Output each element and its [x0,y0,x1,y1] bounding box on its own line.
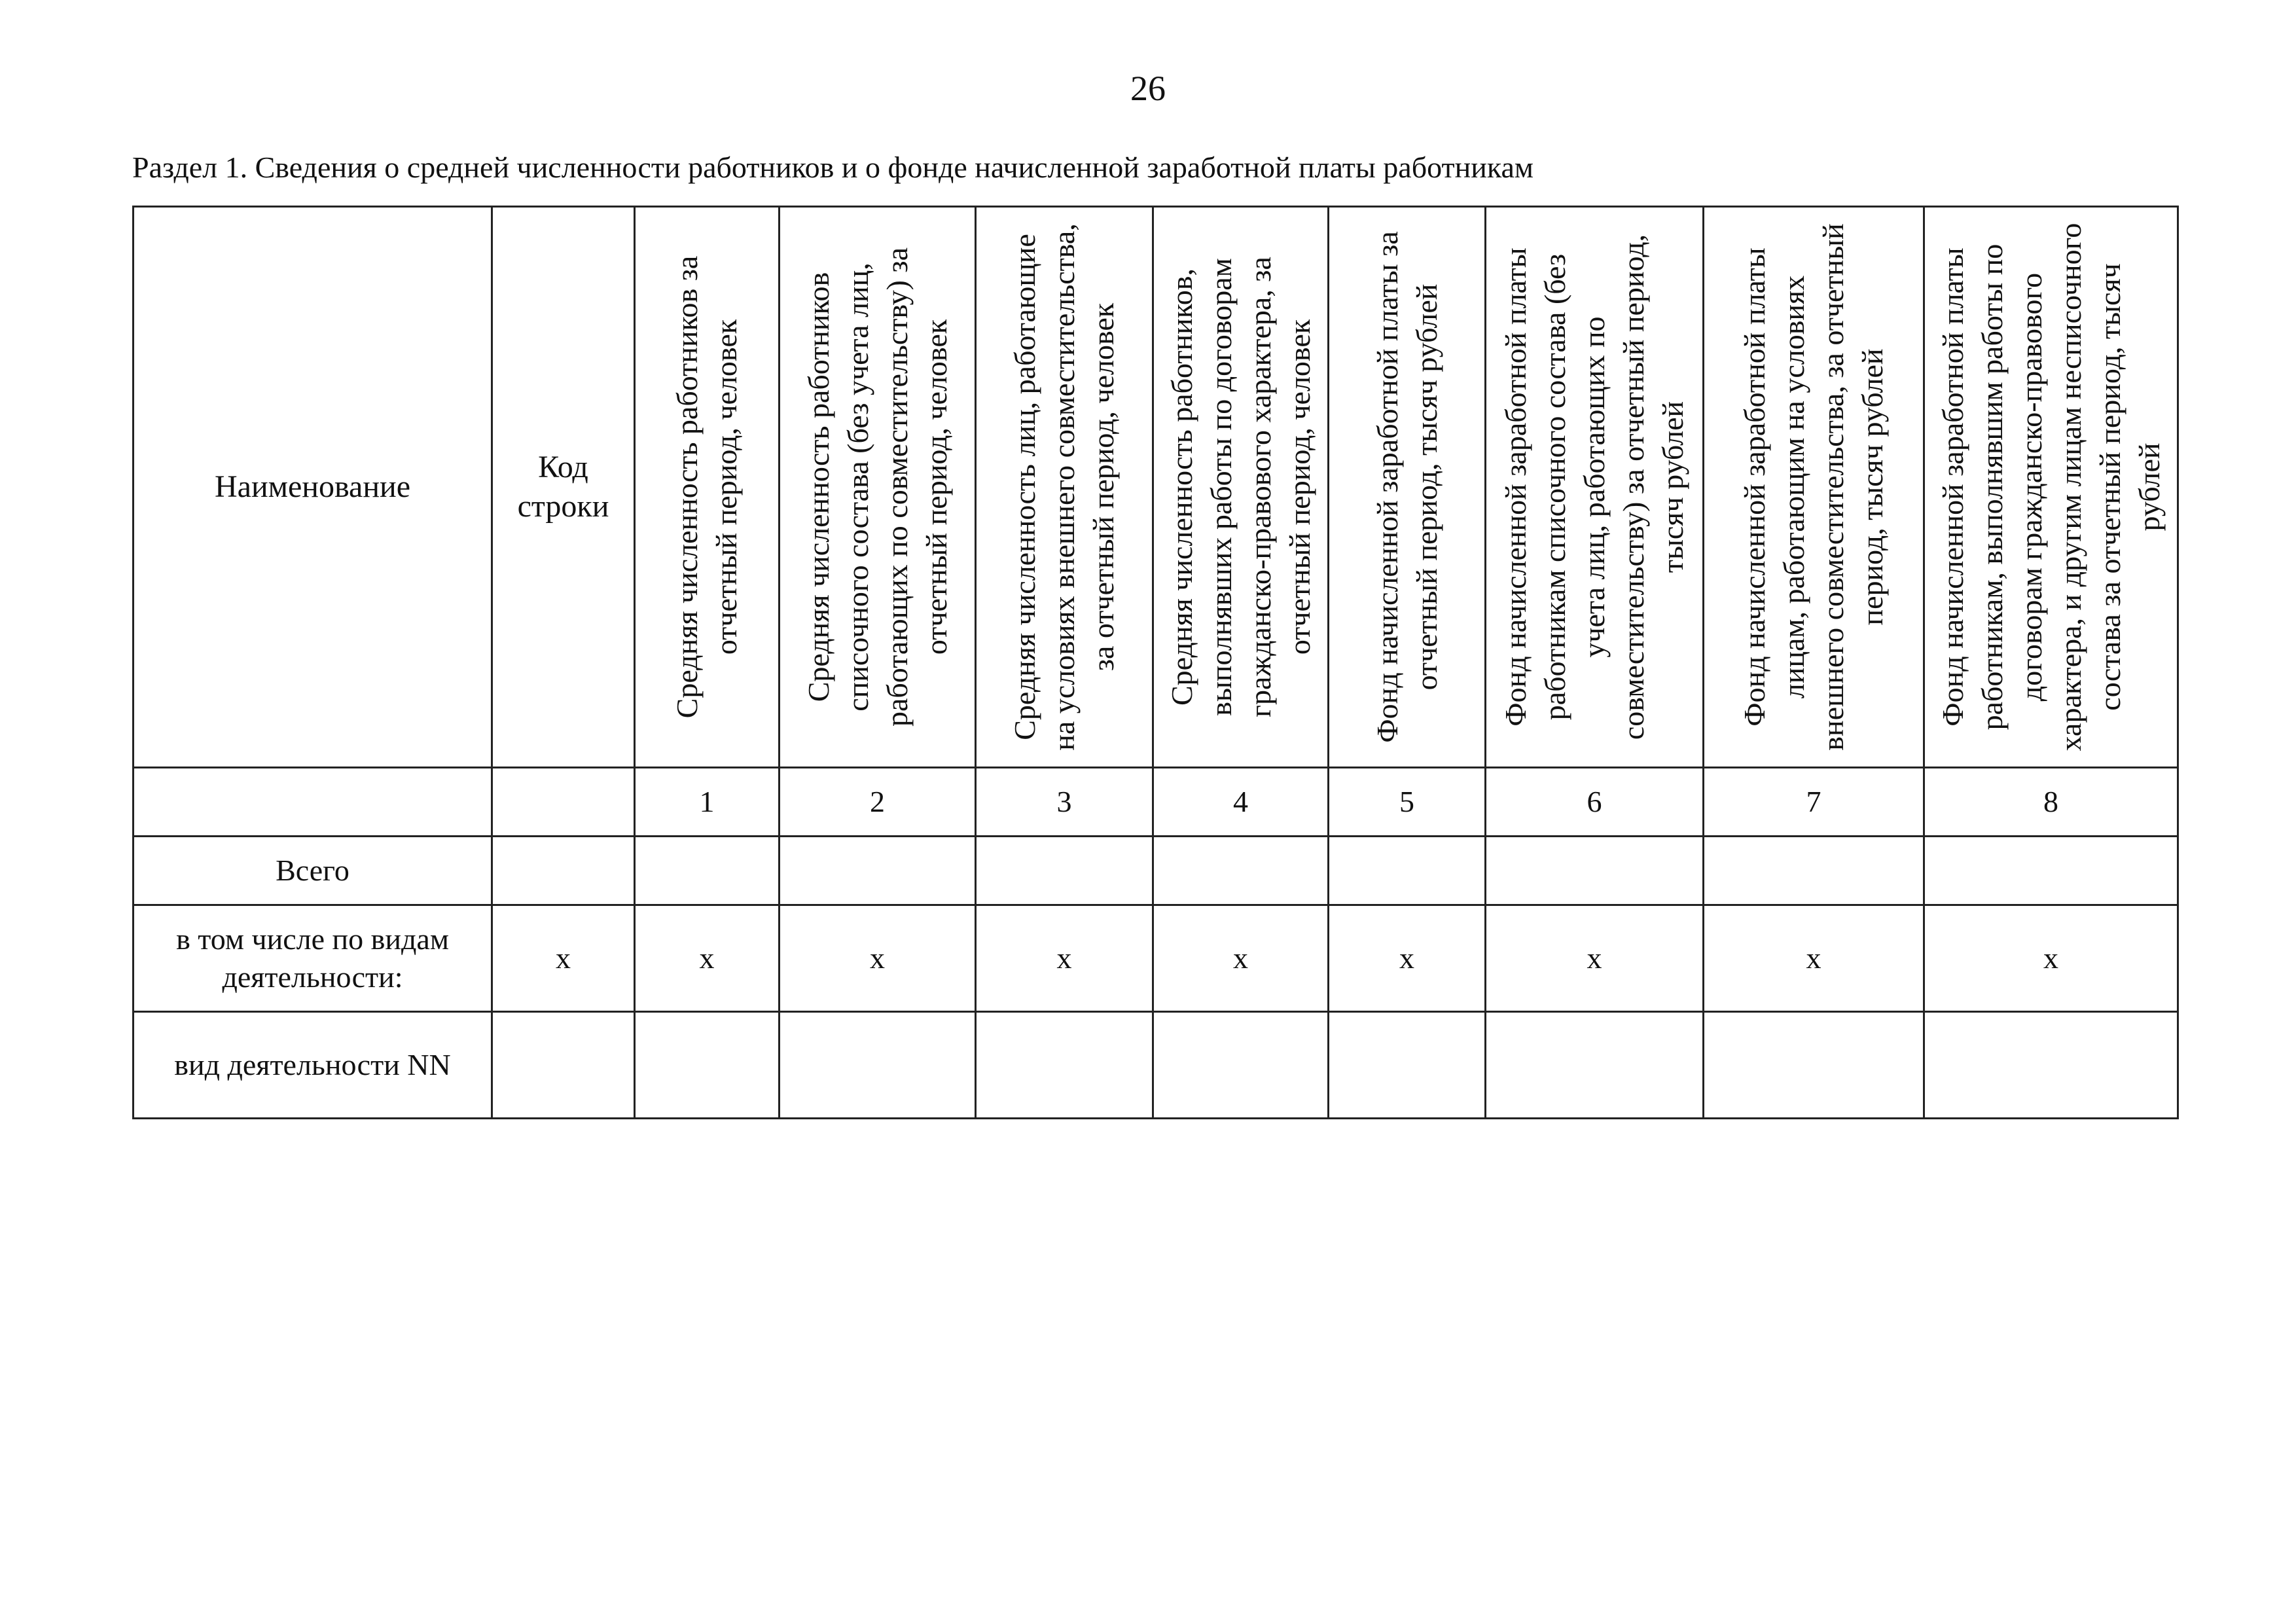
table-cell [1924,1012,2178,1119]
header-col-7 [1704,207,1924,768]
table-cell [1704,837,1924,905]
x-mark: х [1924,905,2178,1012]
column-number-row [134,768,2178,837]
header-col-5 [1329,207,1486,768]
section-title: Раздел 1. Сведения о средней численности работников и о фонде начисленной заработной платы работникам [132,151,1534,184]
table-cell [635,837,780,905]
total-row [134,837,2178,905]
table-cell [1153,837,1329,905]
including-row [134,905,2178,1012]
column-number-4: 4 [1153,768,1329,837]
table-cell [976,837,1153,905]
header-col-3 [976,207,1153,768]
number-cell-empty [492,768,635,837]
header-col-4-text: Средняя численность работников, выполнявших работы по договорам гражданско-правового характера, за отчетный период, человек [1164,257,1316,717]
header-col-3-text: Средняя численность лиц, работающие на условиях внешнего совместительства, за отчетный период, человек [1008,223,1120,751]
header-col-4 [1153,207,1329,768]
table-cell [635,1012,780,1119]
table-cell [976,1012,1153,1119]
table-cell [1329,1012,1486,1119]
x-mark: х [1153,905,1329,1012]
table-cell [1486,837,1704,905]
column-number-3: 3 [976,768,1153,837]
table-cell [1924,837,2178,905]
x-mark: х [1704,905,1924,1012]
column-number-2: 2 [780,768,976,837]
header-code: Код строки [492,207,635,768]
header-col-6-text: Фонд начисленной заработной платы работникам списочного состава (без учета лиц, работающих по совместительству) за отчетный период, тысяч рублей [1499,234,1689,740]
table-cell [492,1012,635,1119]
report-table [132,206,2179,1119]
header-col-1 [635,207,780,768]
page-number: 26 [1130,69,1166,108]
column-number-5: 5 [1329,768,1486,837]
table-cell [1704,1012,1924,1119]
including-row-label: в том числе по видам деятельности: [134,905,492,1012]
table-cell [1153,1012,1329,1119]
table-cell [1329,837,1486,905]
header-col-7-text: Фонд начисленной заработной платы лицам, работающим на условиях внешнего совместительства, за отчетный период, тысяч рублей [1738,223,1889,751]
header-col-6 [1486,207,1704,768]
x-mark: х [635,905,780,1012]
x-mark: х [976,905,1153,1012]
x-mark: х [780,905,976,1012]
total-row-label: Всего [134,837,492,905]
x-mark: х [492,905,635,1012]
column-number-8: 8 [1924,768,2178,837]
activity-row [134,1012,2178,1119]
table-cell [492,837,635,905]
table-cell [780,837,976,905]
header-col-5-text: Фонд начисленной заработной платы за отчетный период, тысяч рублей [1370,231,1443,743]
number-cell-empty [134,768,492,837]
activity-row-label: вид деятельности NN [134,1012,492,1119]
header-col-8-text: Фонд начисленной заработной платы работникам, выполнявшим работы по договорам гражданско-правового характера, и другим лицам несписочного состава за отчетный период, тысяч рублей [1935,223,2166,751]
header-row [134,207,2178,768]
x-mark: х [1486,905,1704,1012]
table-cell [1486,1012,1704,1119]
column-number-1: 1 [635,768,780,837]
header-name: Наименование [134,207,492,768]
column-number-6: 6 [1486,768,1704,837]
table-cell [780,1012,976,1119]
x-mark: х [1329,905,1486,1012]
header-col-2 [780,207,976,768]
header-col-8 [1924,207,2178,768]
header-col-2-text: Средняя численность работников списочного состава (без учета лиц, работающих по совместительству) за отчетный период, человек [801,247,953,727]
column-number-7: 7 [1704,768,1924,837]
header-col-1-text: Средняя численность работников за отчетный период, человек [670,255,743,719]
